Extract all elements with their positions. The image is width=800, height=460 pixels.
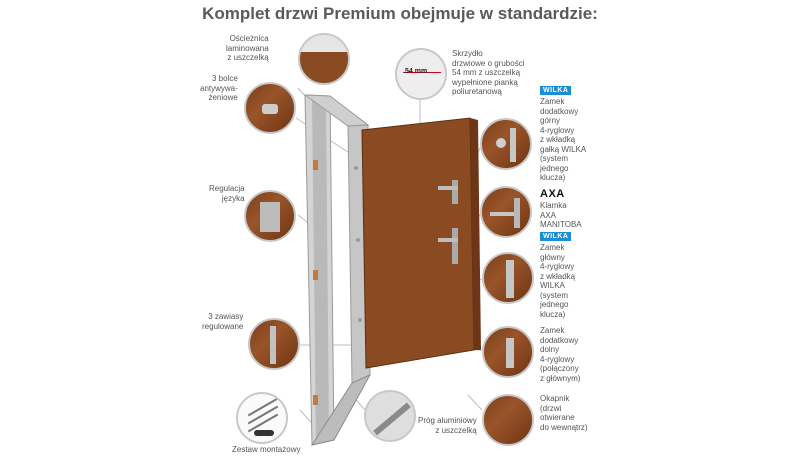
label-regulacja: Regulacja języka <box>209 184 245 203</box>
mounting-kit-circle <box>236 392 288 444</box>
label-zestaw: Zestaw montażowy <box>232 445 301 454</box>
door-thickness-circle <box>395 48 447 100</box>
label-skrzydlo: Skrzydło drzwiowe o grubości 54 mm z uszczelką wypełnione pianką poliuretanową <box>452 49 525 96</box>
axa-logo: AXA <box>540 188 565 200</box>
wilka-logo: WILKA <box>540 86 571 95</box>
label-bolce: 3 bolce antywywa- żeniowe <box>200 74 238 102</box>
hinge <box>313 160 318 170</box>
hinge <box>313 395 318 405</box>
label-oscieznica: Ościeżnica laminowana z uszczelką <box>226 34 269 62</box>
door-handle-plate-2 <box>452 228 458 264</box>
label-okapnik: Okapnik (drzwi otwierane do wewnątrz) <box>540 394 588 432</box>
main-lock-circle <box>482 252 534 304</box>
door-handle-2 <box>438 238 458 242</box>
frame-detail-circle <box>298 33 350 85</box>
latch-adjustment-circle <box>244 190 296 242</box>
lower-lock-circle <box>482 326 534 378</box>
door-handle <box>438 186 458 190</box>
threshold-circle <box>364 390 416 442</box>
label-klamka: Klamka AXA MANITOBA <box>540 201 582 229</box>
drip-cap-circle <box>482 394 534 446</box>
label-zamek-gorny: Zamek dodatkowy górny 4-ryglowy z wkładką gałką WILKA (system jednego klucza) <box>540 97 587 182</box>
label-prog: Próg aluminiowy z uszczelką <box>418 416 477 435</box>
thickness-value: 54 mm <box>405 68 428 75</box>
hinge <box>313 270 318 280</box>
page-title: Komplet drzwi Premium obejmuje w standardzie: <box>202 4 598 23</box>
hinges-circle <box>248 318 300 370</box>
label-zamek-dolny: Zamek dodatkowy dolny 4-ryglowy (połączony z głównym) <box>540 326 581 383</box>
anti-burglary-bolts-circle <box>244 82 296 134</box>
wilka-logo-2: WILKA <box>540 232 571 241</box>
handle-circle <box>480 186 532 238</box>
label-zamek-glowny: Zamek główny 4-ryglowy z wkładką WILKA (system jednego klucza) <box>540 243 576 319</box>
door-handle-plate <box>452 180 458 204</box>
upper-lock-circle <box>480 118 532 170</box>
label-zawiasy: 3 zawiasy regulowane <box>202 312 244 331</box>
